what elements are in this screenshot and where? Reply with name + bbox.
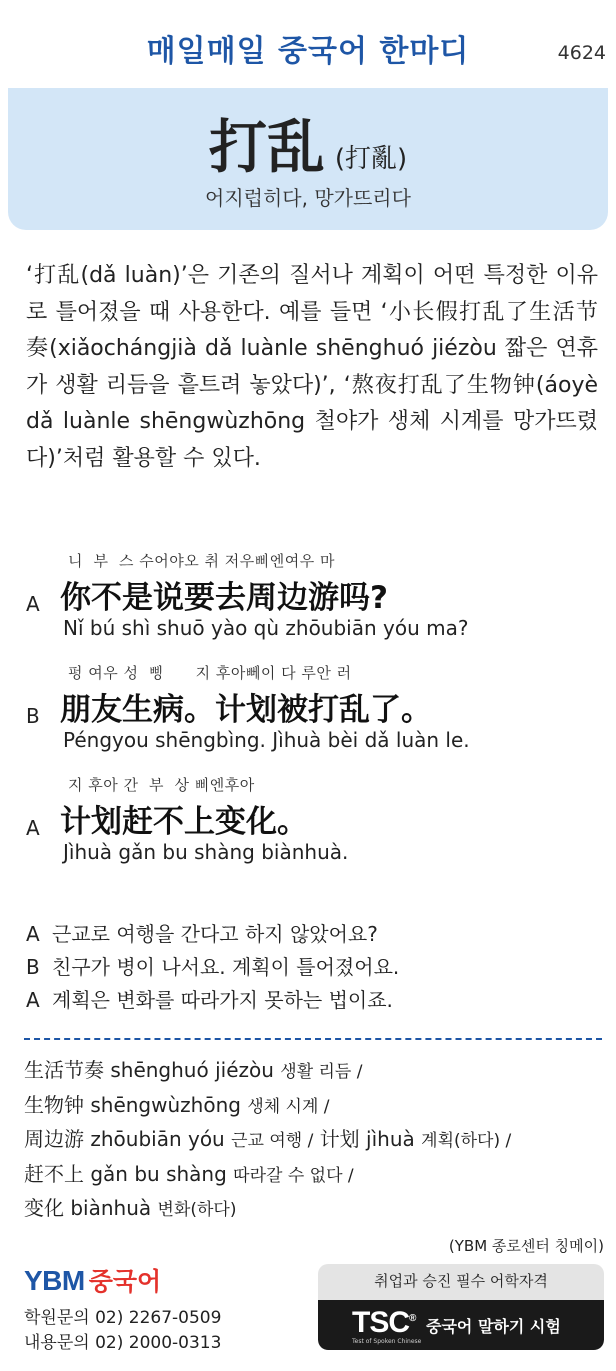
chinese-sentence: 朋友生病。计划被打乱了。 [60,692,432,728]
headword-box [8,88,608,230]
vocab-pinyin: shēnghuó jiézòu [110,1058,274,1082]
speaker-label: B [26,955,40,979]
headword-traditional: (打亂) [334,144,408,174]
vocab-row [24,1089,604,1124]
registered-mark: ® [409,1313,416,1324]
header [0,0,616,86]
tsc-name: 중국어 말하기 시험 [426,1317,561,1336]
tsc-tagline: 취업과 승진 필수 어학자격 [374,1272,548,1290]
dialogue-line [26,772,606,884]
vocab-korean: 생활 리듬 / [280,1062,363,1082]
korean-pronunciation: 지 후아 간 부 상 삐엔후아 [68,776,255,794]
vocab-korean: 따라갈 수 없다 / [233,1165,354,1186]
headword-meaning: 어지럽히다, 망가뜨리다 [205,186,411,210]
vocab-row [24,1158,604,1193]
translation [26,918,606,1017]
translation-row [26,951,606,984]
vocab-korean: 변화(하다) [157,1200,237,1220]
tsc-logo-text: TSC [352,1306,409,1339]
series-title: 매일매일 중국어 한마디 [146,34,470,69]
vocab-row [24,1192,604,1227]
tsc-bar [318,1300,604,1350]
pinyin-sentence: Jìhuà gǎn bu shàng biànhuà. [63,840,349,864]
contact-academy: 학원문의 02) 2267-0509 [24,1308,222,1328]
speaker-label: A [26,922,40,946]
dialogue-line [26,660,606,772]
ybm-logo [24,1262,161,1298]
vocabulary-list [24,1054,604,1227]
vocab-row [24,1123,604,1158]
vocab-hanzi: 变化 [24,1196,64,1220]
ybm-logo-korean: 중국어 [88,1267,162,1296]
speaker-label: B [26,704,40,728]
translation-text: 친구가 병이 나서요. 계획이 틀어졌어요. [52,955,400,979]
vocab-pinyin: jìhuà [366,1127,415,1151]
chinese-sentence: 你不是说要去周边游吗? [60,580,388,616]
speaker-label: A [26,816,40,840]
vocab-korean: 근교 여행 / [231,1131,314,1151]
speaker-label: A [26,592,40,616]
vocab-pinyin: biànhuà [70,1196,152,1220]
ybm-logo-text: YBM [24,1265,85,1296]
translation-text: 계획은 변화를 따라가지 못하는 법이죠. [52,988,393,1012]
vocab-pinyin: gǎn bu shàng [90,1161,227,1186]
vocab-hanzi: 周边游 [24,1127,84,1151]
chinese-sentence: 计划赶不上变化。 [60,804,308,840]
vocab-hanzi: 赶不上 [24,1161,84,1186]
vocab-hanzi: 生活节奏 [24,1058,104,1082]
vocab-pinyin: zhōubiān yóu [90,1127,225,1151]
dialogue [26,548,606,884]
tsc-banner [318,1264,604,1350]
author-credit: (YBM 종로센터 칭메이) [448,1237,604,1255]
pinyin-sentence: Péngyou shēngbìng. Jìhuà bèi dǎ luàn le. [63,728,470,752]
explanation [26,258,598,477]
korean-pronunciation: 펑 여우 성 삥 지 후아뻬이 다 루안 러 [68,664,352,682]
vocab-hanzi: 生物钟 [24,1092,84,1117]
speaker-label: A [26,988,40,1012]
explanation-text: ‘打乱(dǎ luàn)’은 기존의 질서나 계획이 어떤 특정한 이유로 틀어졌을 때 사용한다. 예를 들면 ‘小长假打乱了生活节奏(xiǎochángjià dǎ luànle shēnghuó jiézòu 짧은 연휴가 생활 리듬을 흩트려 놓았다)’, ‘熬夜打乱了生物钟(áoyè dǎ luànle shēngwùzhōng 철야가 생체 시계를 망가뜨렸다)’처럼 활용할 수 있다. [26,263,598,471]
dialogue-line [26,548,606,660]
vocab-row [24,1054,604,1089]
vocab-hanzi: 计划 [319,1127,360,1151]
translation-row [26,984,606,1017]
vocab-korean: 생체 시계 / [247,1096,330,1117]
translation-row [26,918,606,951]
headword-chinese: 打乱 [208,113,325,181]
tsc-logo-sub: Test of Spoken Chinese [352,1338,422,1345]
vocab-korean: 계획(하다) / [421,1131,512,1151]
pinyin-sentence: Nǐ bú shì shuō yào qù zhōubiān yóu ma? [63,616,469,640]
dashed-divider [24,1038,602,1040]
contact-content: 내용문의 02) 2000-0313 [24,1333,222,1353]
korean-pronunciation: 니 부 스 수어야오 취 저우삐엔여우 마 [68,552,335,570]
vocab-pinyin: shēngwùzhōng [90,1092,241,1117]
translation-text: 근교로 여행을 간다고 하지 않았어요? [52,922,378,946]
headword [8,100,608,184]
issue-number: 4624 [557,42,606,64]
tsc-logo [352,1306,415,1340]
